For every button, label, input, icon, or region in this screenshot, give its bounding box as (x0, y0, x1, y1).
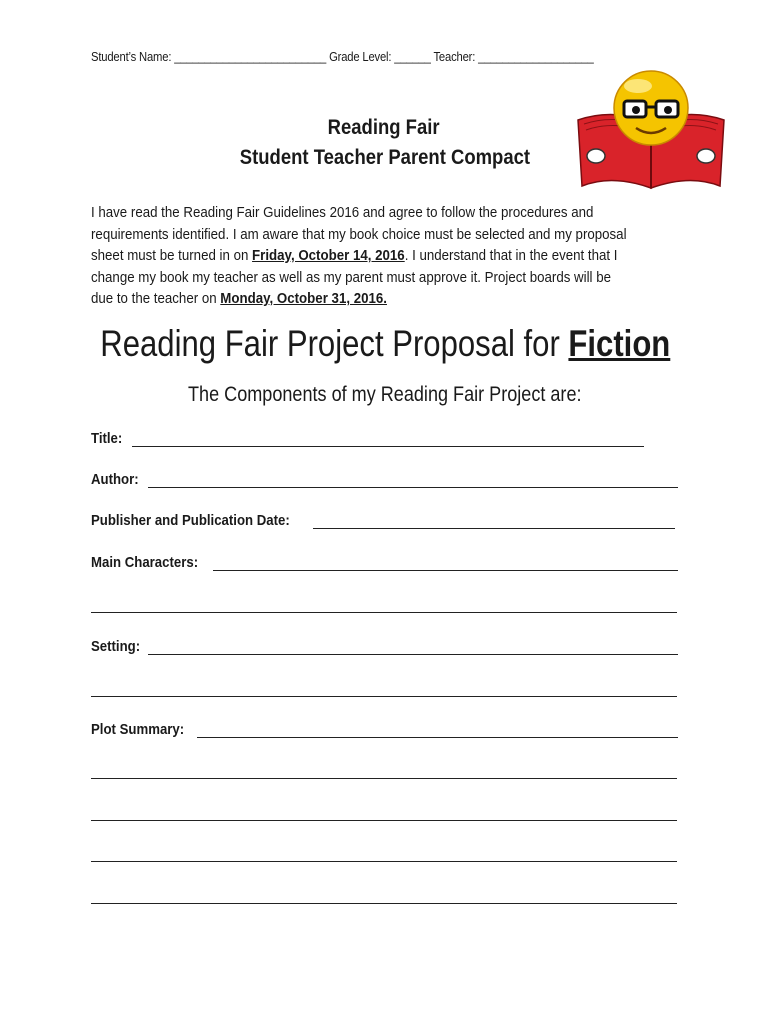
compact-line: change my book my teacher as well as my parent must approve it. Project boards will be (91, 268, 611, 286)
characters-field-line-2[interactable] (91, 612, 677, 613)
title-label: Title: (91, 430, 123, 447)
title-field-line[interactable] (132, 446, 644, 447)
compact-heading-line2: Student Teacher Parent Compact (239, 146, 531, 169)
plot-label: Plot Summary: (91, 721, 185, 738)
compact-line: sheet must be turned in on Friday, October 14, 2016. I understand that in the event that I (91, 247, 618, 264)
proposal-title: Reading Fair Project Proposal for Fiction (99, 323, 670, 364)
compact-paragraph (91, 202, 681, 310)
plot-field-line-5[interactable] (91, 903, 677, 904)
student-info-line (91, 50, 649, 64)
plot-field-line[interactable] (197, 737, 678, 738)
compact-line: due to the teacher on Monday, October 31, 2016. (91, 290, 387, 307)
genre-fiction: Fiction (568, 323, 670, 364)
plot-field-line-2[interactable] (91, 778, 677, 779)
compact-line: I have read the Reading Fair Guidelines 2016 and agree to follow the procedures and (91, 204, 594, 221)
board-due-date: Monday, October 31, 2016. (220, 290, 387, 307)
setting-field-line-2[interactable] (91, 696, 677, 697)
plot-field-line-4[interactable] (91, 861, 677, 862)
setting-field-line[interactable] (148, 654, 678, 655)
characters-label: Main Characters: (91, 554, 199, 571)
components-subtitle: The Components of my Reading Fair Project are: (188, 383, 582, 406)
compact-heading-line1: Reading Fair (328, 116, 440, 139)
student-info-text: Student’s Name: _________________________ Grade Level: ______ Teacher: ___________________ (91, 50, 594, 64)
characters-field-line[interactable] (213, 570, 678, 571)
author-label: Author: (91, 471, 139, 488)
compact-line: requirements identified. I am aware that my book choice must be selected and my proposal (91, 225, 627, 243)
setting-label: Setting: (91, 638, 141, 655)
publisher-field-line[interactable] (313, 528, 675, 529)
smiley-reading-book-icon (572, 68, 730, 194)
proposal-due-date: Friday, October 14, 2016 (252, 247, 405, 264)
publisher-label: Publisher and Publication Date: (91, 512, 290, 529)
author-field-line[interactable] (148, 487, 678, 488)
plot-field-line-3[interactable] (91, 820, 677, 821)
